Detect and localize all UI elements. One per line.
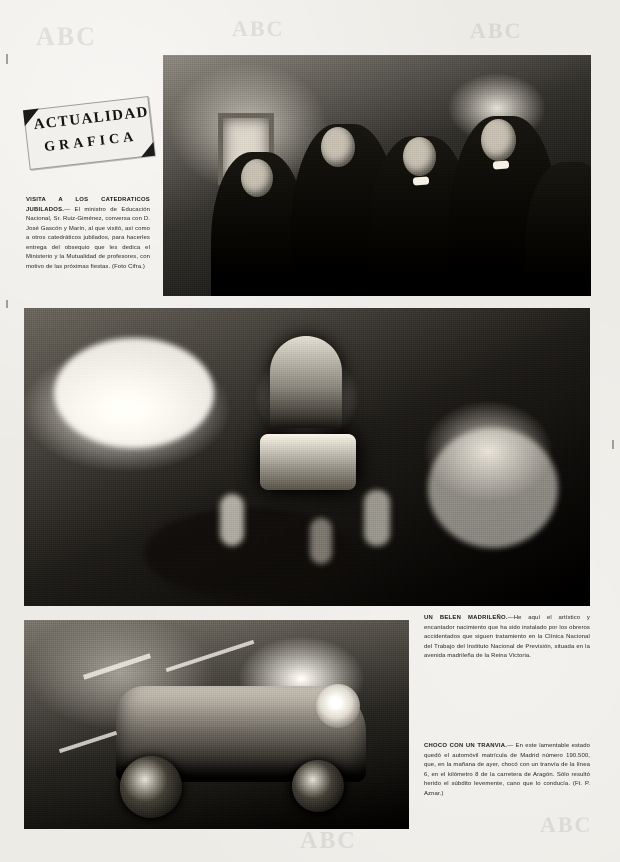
nativity-crib bbox=[260, 434, 356, 490]
masthead-title-line1: ACTUALIDAD bbox=[32, 104, 150, 134]
car-wheel bbox=[292, 760, 344, 812]
watermark-abc: ABC bbox=[232, 16, 285, 41]
head-shape bbox=[241, 159, 273, 197]
stable-arch bbox=[270, 336, 342, 428]
watermark-abc: ABC bbox=[540, 812, 593, 837]
nativity-figure bbox=[364, 490, 390, 546]
caption-headline: CHOCO CON UN TRANVIA. bbox=[424, 743, 508, 749]
shirt-collar bbox=[493, 160, 510, 169]
caption-body: — En este lamentable estado quedó el automóvil matrícula de Madrid número 190.500, que, en la mañana de ayer, chocó con un tranvía de la línea 6, en el kilómetro 8 de la carretera de Aragón. Sólo resultó herido el súbdito levemente, cano que lo conducía. (Ft. P. Aznar.) bbox=[424, 743, 590, 797]
head-shape bbox=[481, 119, 516, 161]
caption-belen bbox=[424, 614, 590, 662]
page-edge-mark bbox=[612, 440, 614, 449]
masthead-corner-ornament bbox=[139, 142, 154, 157]
caption-visit bbox=[26, 196, 150, 273]
photo-visit bbox=[163, 55, 591, 296]
watermark-abc: ABC bbox=[36, 22, 97, 51]
nativity-figure bbox=[310, 518, 332, 564]
debris-fragment bbox=[166, 640, 255, 672]
watermark-abc: ABC bbox=[300, 828, 357, 854]
rock-highlight bbox=[54, 338, 214, 448]
head-shape bbox=[321, 127, 355, 167]
section-masthead bbox=[23, 96, 155, 170]
photo-belen bbox=[24, 308, 590, 606]
caption-headline: UN BELEN MADRILEÑO. bbox=[424, 615, 508, 621]
watermark-abc: ABC bbox=[470, 18, 523, 43]
car-wheel bbox=[120, 756, 182, 818]
debris-fragment bbox=[59, 731, 117, 753]
photo-crash bbox=[24, 620, 409, 829]
shirt-collar bbox=[413, 176, 430, 185]
caption-crash bbox=[424, 742, 590, 799]
caption-body: —He aquí el artístico y encantador nacimiento que ha sido instalado por los obreros accidentados que siguen tratamiento en la Clínica Nacional del Trabajo del Instituto Nacional de Previsión, situada en la avenida madrileña de la Reina Victoria. bbox=[424, 615, 590, 660]
rock-highlight bbox=[428, 428, 558, 548]
head-shape bbox=[403, 137, 436, 176]
debris-fragment bbox=[83, 653, 151, 679]
masthead-title-line2: GRAFICA bbox=[43, 129, 138, 156]
nativity-figure bbox=[220, 494, 244, 546]
page-edge-mark bbox=[6, 300, 8, 308]
caption-headline: VISITA A LOS CATEDRATICOS JUBILADOS. bbox=[26, 197, 150, 213]
caption-body: — El ministro de Educación Nacional, Sr. Ruiz-Giménez, conversa con D. José Gascón y Marín, al que visitó, así como a otros catedráticos jubilados, para hacerles entrega del obsequio que les dedica el Ministerio y la Mutualidad de profesores, con motivo de las próximas fiestas. (Foto Cifra.) bbox=[26, 206, 150, 270]
street-lamp-globe bbox=[316, 684, 360, 728]
page-edge-mark bbox=[6, 54, 8, 64]
